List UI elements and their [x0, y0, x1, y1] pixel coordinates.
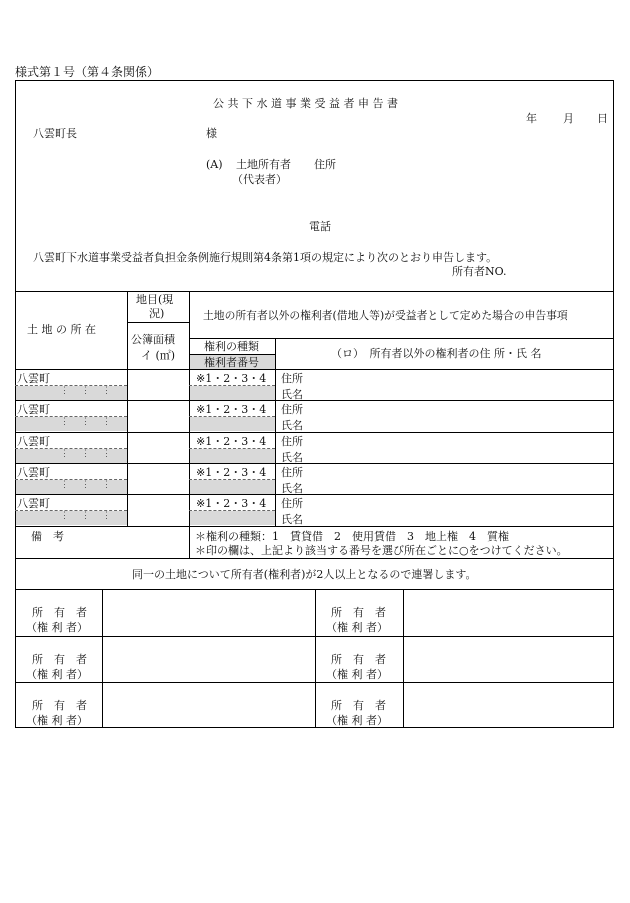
row-right-choices[interactable]: ※1・2・3・4: [196, 497, 267, 510]
signer-label-bottom: （権 利 者）: [26, 714, 88, 727]
remarks-line-1: ＊権利の種類：1 賃貸借 2 使用賃借 3 地上権 4 質権: [195, 530, 509, 543]
row-town: 八雲町: [17, 466, 50, 479]
addressee-name: 八雲町長: [33, 127, 77, 140]
signer-label-top: 所 有 者: [331, 699, 386, 712]
row-address-label: 住所: [281, 403, 303, 416]
signer-label-top: 所 有 者: [331, 606, 386, 619]
header-area-1: 公簿面積: [131, 333, 175, 346]
form-title: 公 共 下 水 道 事 業 受 益 者 申 告 書: [213, 97, 398, 110]
header-holder-info: （ロ） 所有者以外の権利者の住 所・氏 名: [331, 347, 542, 360]
date-year: 年: [526, 112, 537, 125]
row-town: 八雲町: [17, 403, 50, 416]
owner-prefix: (A): [206, 158, 223, 171]
date-month: 月: [563, 112, 574, 125]
row-right-choices[interactable]: ※1・2・3・4: [196, 372, 267, 385]
row-right-choices[interactable]: ※1・2・3・4: [196, 466, 267, 479]
owner-phone-label: 電話: [309, 220, 331, 233]
row-right-choices[interactable]: ※1・2・3・4: [196, 435, 267, 448]
signer-label-bottom: （権 利 者）: [326, 668, 388, 681]
date-day: 日: [597, 112, 608, 125]
addressee-honorific: 様: [206, 127, 217, 140]
signer-label-top: 所 有 者: [32, 699, 87, 712]
row-name-label: 氏名: [281, 451, 303, 464]
row-right-choices[interactable]: ※1・2・3・4: [196, 403, 267, 416]
form-number: 様式第１号（第４条関係）: [15, 65, 160, 79]
header-right-holder-no: 権利者番号: [204, 356, 259, 369]
row-address-label: 住所: [281, 466, 303, 479]
remarks-label: 備 考: [31, 530, 64, 543]
row-name-label: 氏名: [281, 419, 303, 432]
remarks-line-2: ＊印の欄は、上記より該当する番号を選び所在ごとに○をつけてください。: [195, 544, 568, 557]
header-land-category-2: 況): [149, 307, 165, 320]
row-name-label: 氏名: [281, 513, 303, 526]
header-land-category-1: 地目(現: [136, 293, 174, 306]
owner-label: 土地所有者: [236, 158, 291, 171]
row-town: 八雲町: [17, 372, 50, 385]
row-address-label: 住所: [281, 497, 303, 510]
statement-text: 八雲町下水道事業受益者負担金条例施行規則第4条第1項の規定により次のとおり申告します。: [33, 251, 498, 264]
signer-label-bottom: （権 利 者）: [326, 621, 388, 634]
header-location: 土 地 の 所 在: [27, 323, 96, 336]
row-town: 八雲町: [17, 435, 50, 448]
owner-address-label: 住所: [314, 158, 336, 171]
header-rights: 土地の所有者以外の権利者(借地人等)が受益者として定めた場合の申告事項: [203, 309, 568, 322]
owner-number-label: 所有者NO.: [452, 265, 507, 278]
header-area-2: イ (㎡): [141, 349, 176, 362]
joint-statement: 同一の土地について所有者(権利者)が2人以上となるので連署します。: [132, 568, 477, 581]
signer-label-top: 所 有 者: [32, 606, 87, 619]
signer-label-top: 所 有 者: [32, 653, 87, 666]
row-name-label: 氏名: [281, 482, 303, 495]
row-address-label: 住所: [281, 435, 303, 448]
row-address-label: 住所: [281, 372, 303, 385]
signer-label-top: 所 有 者: [331, 653, 386, 666]
signer-label-bottom: （権 利 者）: [26, 621, 88, 634]
signer-label-bottom: （権 利 者）: [26, 668, 88, 681]
row-town: 八雲町: [17, 497, 50, 510]
row-name-label: 氏名: [281, 388, 303, 401]
owner-representative: （代表者）: [232, 173, 287, 186]
signer-label-bottom: （権 利 者）: [326, 714, 388, 727]
header-right-type: 権利の種類: [204, 340, 259, 353]
